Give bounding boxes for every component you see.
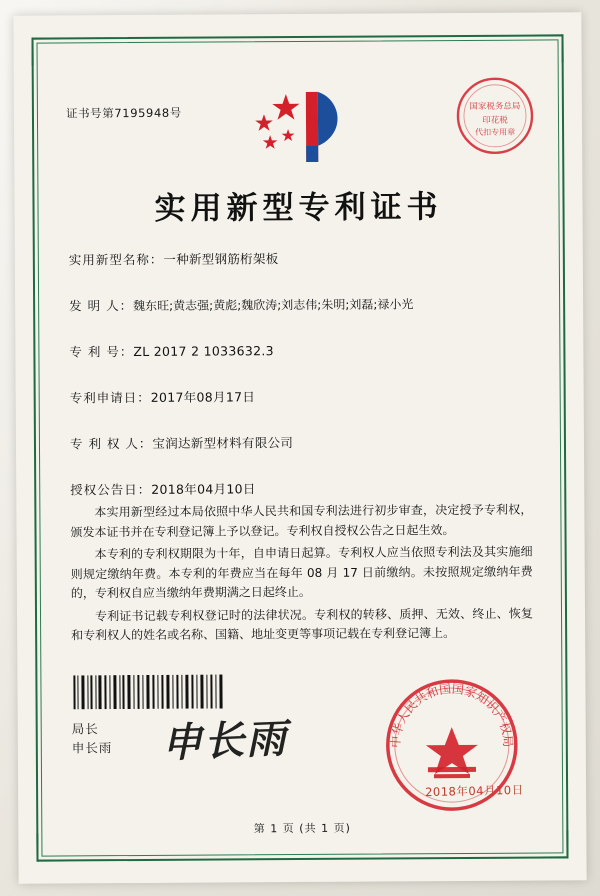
svg-text:代扣专用章: 代扣专用章 bbox=[475, 127, 516, 137]
field-inventors bbox=[69, 295, 533, 316]
handwritten-signature: 申长雨 bbox=[160, 714, 289, 768]
director-name-label: 申长雨 bbox=[71, 740, 113, 756]
paragraph-1: 本实用新型经过本局依照中华人民共和国专利法进行初步审查，决定授予专利权，颁发本证书并在专利登记簿上予以登记。专利权自授权公告之日起生效。 bbox=[70, 502, 533, 539]
field-value: 2017年08月17日 bbox=[150, 389, 256, 405]
cnipa-logo-icon bbox=[242, 88, 355, 173]
red-stamp-duty-seal-icon bbox=[454, 75, 536, 157]
svg-text:中华人民共和国国家知识产权局: 中华人民共和国国家知识产权局 bbox=[388, 681, 516, 749]
field-value: 一种新型钢筋桁架板 bbox=[163, 251, 279, 267]
field-label: 专利申请日： bbox=[69, 389, 151, 406]
field-label: 实用新型名称： bbox=[68, 251, 164, 268]
svg-text:国家税务总局: 国家税务总局 bbox=[469, 101, 521, 112]
legal-text bbox=[70, 501, 533, 649]
field-utility-model-name bbox=[69, 249, 533, 270]
field-patent-number bbox=[69, 341, 533, 362]
field-label: 授权公告日： bbox=[70, 481, 152, 498]
field-value: 2018年04月10日 bbox=[151, 481, 256, 497]
field-label: 专 利 号： bbox=[69, 344, 134, 360]
paragraph-3: 专利证书记载专利权登记时的法律状况。专利权的转移、质押、无效、终止、恢复和专利权人的姓名或名称、国籍、地址变更等事项记载在专利登记簿上。 bbox=[71, 606, 534, 643]
field-label: 专 利 权 人： bbox=[69, 435, 153, 452]
field-patentee bbox=[70, 433, 534, 454]
certificate-number: 证书号第7195948号 bbox=[65, 105, 182, 121]
director-title-label: 局长 bbox=[71, 721, 99, 737]
seal-date: 2018年04月10日 bbox=[425, 782, 525, 800]
field-application-date bbox=[70, 387, 534, 408]
paragraph-2: 本专利的专利权期限为十年，自申请日起算。专利权人应当依照专利法及其实施细则规定缴纳年费。本专利的年费应当在每年 08 月 17 日前缴纳。未按照规定缴纳年费的，专利权自应当缴纳年费期满之日起终止。 bbox=[70, 544, 533, 601]
field-value: 魏东旺;黄志强;黄彪;魏欣涛;刘志伟;朱明;刘磊;禄小光 bbox=[133, 297, 414, 314]
signature-block bbox=[72, 719, 113, 757]
page-title: 实用新型专利证书 bbox=[154, 189, 443, 227]
page-footer: 第 1 页 (共 1 页) bbox=[253, 821, 351, 836]
certificate-sheet bbox=[13, 12, 586, 883]
certificate-fields bbox=[69, 249, 535, 528]
field-value: ZL 2017 2 1033632.3 bbox=[133, 343, 274, 360]
barcode-icon bbox=[71, 674, 227, 709]
field-grant-announcement-date bbox=[70, 479, 534, 500]
svg-text:印花税: 印花税 bbox=[482, 115, 508, 126]
field-label: 发 明 人： bbox=[69, 298, 134, 314]
field-value: 宝润达新型材料有限公司 bbox=[152, 435, 294, 451]
